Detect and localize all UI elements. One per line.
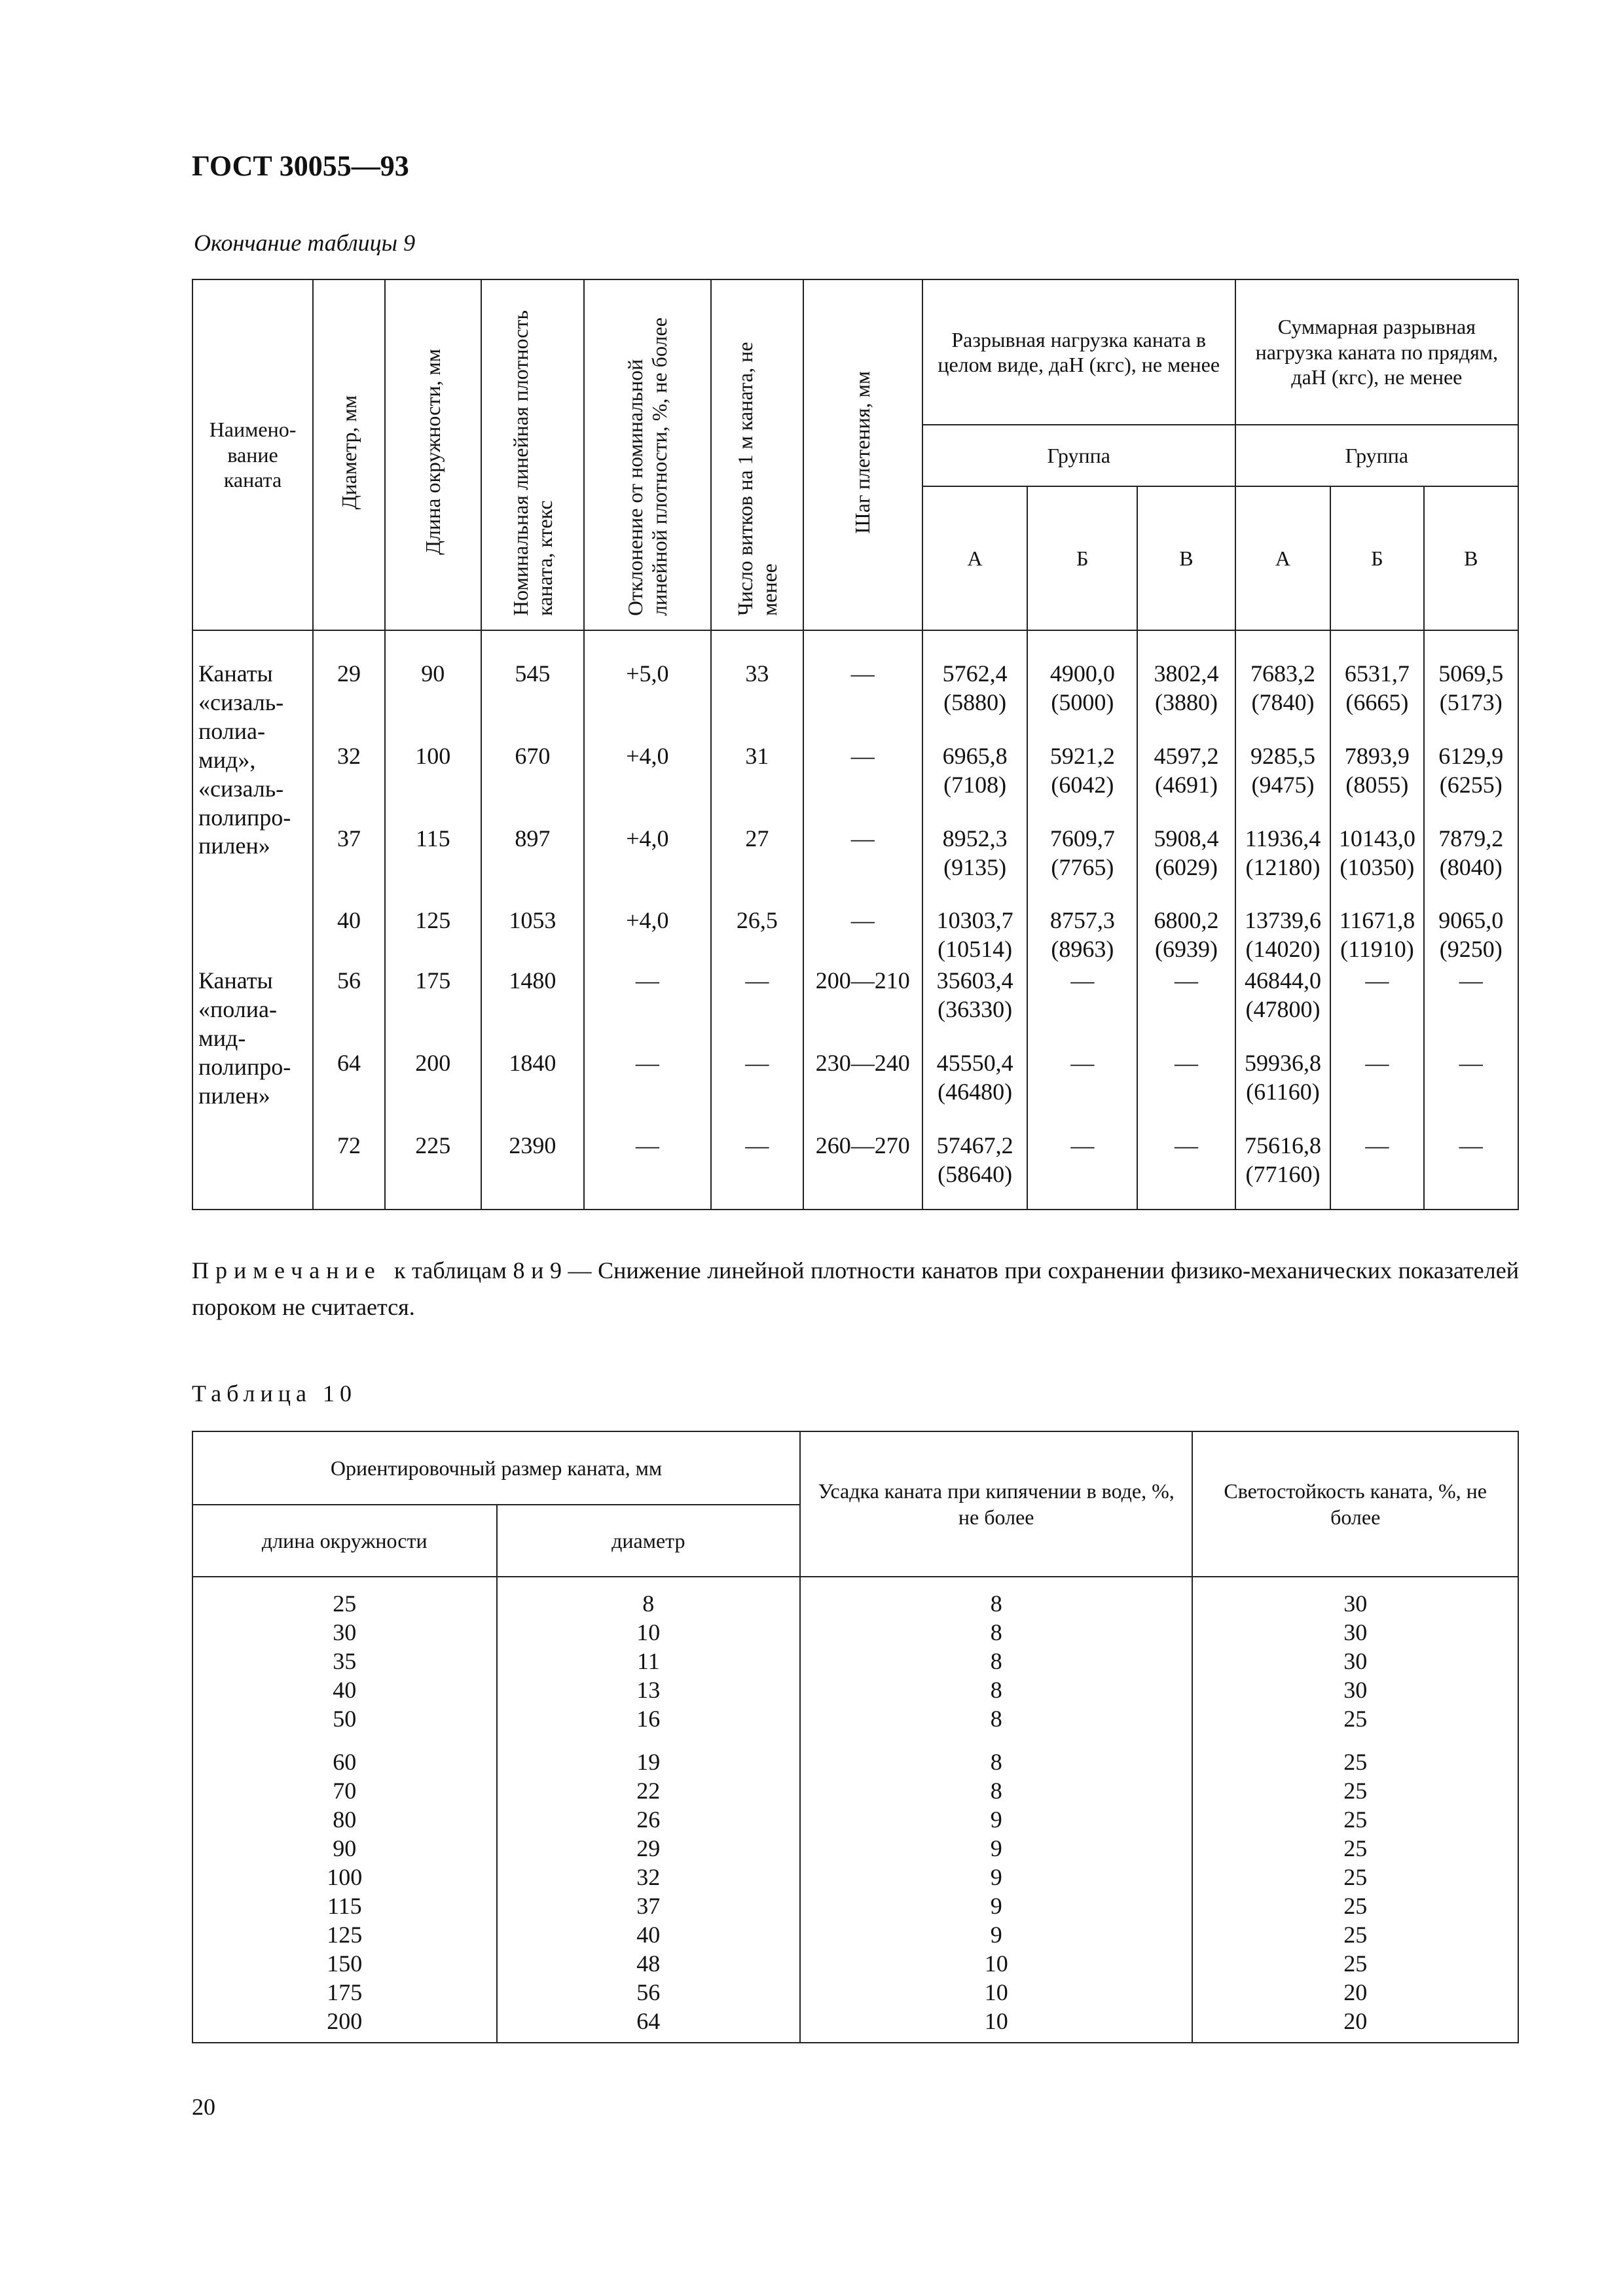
cell: 8 [800, 1676, 1192, 1704]
cell: 8 [800, 1647, 1192, 1676]
cell: 48 [497, 1949, 800, 1978]
cell: 200 [192, 2007, 497, 2043]
cell: 20 [1192, 2007, 1518, 2043]
cell: 6531,7 (6665) [1330, 630, 1423, 719]
cell: 25 [1192, 1704, 1518, 1733]
cell: 30 [1192, 1647, 1518, 1676]
cell: 35 [192, 1647, 497, 1676]
cell: 9065,0 (9250) [1424, 883, 1518, 965]
table-row [192, 1733, 1518, 1776]
cell: — [1330, 965, 1423, 1026]
cell: 72 [313, 1108, 385, 1210]
table-row [192, 1863, 1518, 1892]
header-lay-length: Шаг плетения, мм [803, 279, 922, 630]
note-label: Примечание [192, 1257, 382, 1283]
cell: 25 [1192, 1892, 1518, 1920]
cell: 5908,4 (6029) [1137, 801, 1235, 884]
header-rope-name: Наимено- вание каната [192, 279, 313, 630]
cell: 9285,5 (9475) [1235, 719, 1331, 801]
cell: 10 [800, 1978, 1192, 2007]
cell: 40 [497, 1920, 800, 1949]
page-number: 20 [192, 2094, 215, 2120]
cell: 80 [192, 1805, 497, 1834]
cell: 6129,9 (6255) [1424, 719, 1518, 801]
cell: — [1027, 965, 1137, 1026]
header-linear-density: Номинальная линейная плотность каната, ктекс [481, 279, 584, 630]
cell: 25 [1192, 1805, 1518, 1834]
header-shrinkage: Усадка каната при кипячении в воде, %, не более [800, 1431, 1192, 1577]
cell: 30 [192, 1618, 497, 1647]
cell: 8 [800, 1733, 1192, 1776]
header-approx-size: Ориентировочный размер каната, мм [192, 1431, 800, 1505]
cell: 8952,3 (9135) [922, 801, 1028, 884]
cell: — [1137, 1108, 1235, 1210]
cell: 29 [497, 1834, 800, 1863]
table-row [192, 1108, 1518, 1210]
cell: 230—240 [803, 1026, 922, 1108]
cell: 8 [800, 1776, 1192, 1805]
cell: +4,0 [584, 719, 711, 801]
cell: 25 [1192, 1949, 1518, 1978]
cell: 25 [1192, 1776, 1518, 1805]
cell: 32 [313, 719, 385, 801]
cell: 9 [800, 1834, 1192, 1863]
header-break-load-whole: Разрывная нагрузка каната в целом виде, даН (кгс), не менее [922, 279, 1235, 425]
cell: — [1137, 965, 1235, 1026]
cell: 75616,8 (77160) [1235, 1108, 1331, 1210]
cell: 27 [711, 801, 803, 884]
header-circumference: Длина окружности, мм [385, 279, 481, 630]
cell: 30 [1192, 1676, 1518, 1704]
cell: 8 [497, 1577, 800, 1618]
cell: +5,0 [584, 630, 711, 719]
cell: 25 [1192, 1834, 1518, 1863]
rope-name-polyamide: Канаты «полиа- мид- полипро- пилен» [192, 965, 313, 1209]
cell: 26,5 [711, 883, 803, 965]
cell: — [1424, 1108, 1518, 1210]
cell: 200 [385, 1026, 481, 1108]
cell: 30 [1192, 1618, 1518, 1647]
cell: 115 [192, 1892, 497, 1920]
cell: — [1424, 965, 1518, 1026]
cell: 897 [481, 801, 584, 884]
cell: 40 [313, 883, 385, 965]
cell: — [584, 1026, 711, 1108]
cell: 10303,7 (10514) [922, 883, 1028, 965]
cell: 59936,8 (61160) [1235, 1026, 1331, 1108]
cell: 100 [385, 719, 481, 801]
cell: 45550,4 (46480) [922, 1026, 1028, 1108]
cell: 8 [800, 1618, 1192, 1647]
cell: 125 [192, 1920, 497, 1949]
cell: 7609,7 (7765) [1027, 801, 1137, 884]
cell: 5921,2 (6042) [1027, 719, 1137, 801]
cell: 7879,2 (8040) [1424, 801, 1518, 884]
header-group-v: В [1424, 486, 1518, 630]
table-row [192, 1577, 1518, 1618]
cell: — [584, 965, 711, 1026]
cell: — [1424, 1026, 1518, 1108]
cell: — [711, 1108, 803, 1210]
table-note [192, 1253, 1519, 1326]
table-row [192, 630, 1518, 719]
table-row [192, 1776, 1518, 1805]
cell: 33 [711, 630, 803, 719]
cell: 4597,2 (4691) [1137, 719, 1235, 801]
table-row [192, 1834, 1518, 1863]
cell: 7893,9 (8055) [1330, 719, 1423, 801]
cell: 1053 [481, 883, 584, 965]
cell: 13739,6 (14020) [1235, 883, 1331, 965]
cell: 30 [1192, 1577, 1518, 1618]
cell: 50 [192, 1704, 497, 1733]
cell: 26 [497, 1805, 800, 1834]
cell: +4,0 [584, 801, 711, 884]
table-row [192, 1647, 1518, 1676]
cell: 29 [313, 630, 385, 719]
cell: 16 [497, 1704, 800, 1733]
cell: 9 [800, 1805, 1192, 1834]
table-row [192, 1704, 1518, 1733]
cell: 10 [800, 2007, 1192, 2043]
cell: 37 [313, 801, 385, 884]
cell: +4,0 [584, 883, 711, 965]
header-diameter: Диаметр, мм [313, 279, 385, 630]
cell: 11936,4 (12180) [1235, 801, 1331, 884]
header-group-a: А [922, 486, 1028, 630]
cell: — [1027, 1108, 1137, 1210]
cell: 3802,4 (3880) [1137, 630, 1235, 719]
cell: — [711, 965, 803, 1026]
cell: 35603,4 (36330) [922, 965, 1028, 1026]
cell: 6965,8 (7108) [922, 719, 1028, 801]
cell: — [584, 1108, 711, 1210]
table-row [192, 1676, 1518, 1704]
cell: 125 [385, 883, 481, 965]
cell: 32 [497, 1863, 800, 1892]
cell: 4900,0 (5000) [1027, 630, 1137, 719]
cell: 9 [800, 1920, 1192, 1949]
note-text: к таблицам 8 и 9 — Снижение линейной плотности канатов при сохранении физико-механических показателей пороком не считается. [192, 1257, 1519, 1320]
table-row [192, 2007, 1518, 2043]
header-group-b: Б [1330, 486, 1423, 630]
cell: — [711, 1026, 803, 1108]
table-row [192, 1978, 1518, 2007]
header-lightfastness: Светостойкость каната, %, не более [1192, 1431, 1518, 1577]
cell: 10143,0 (10350) [1330, 801, 1423, 884]
header-group-v: В [1137, 486, 1235, 630]
cell: 670 [481, 719, 584, 801]
cell: 22 [497, 1776, 800, 1805]
cell: 11671,8 (11910) [1330, 883, 1423, 965]
table9-caption: Окончание таблицы 9 [194, 230, 416, 256]
cell: — [1137, 1026, 1235, 1108]
cell: 175 [385, 965, 481, 1026]
table-row [192, 1920, 1518, 1949]
cell: 8757,3 (8963) [1027, 883, 1137, 965]
cell: — [803, 801, 922, 884]
cell: 70 [192, 1776, 497, 1805]
table-row [192, 883, 1518, 965]
table-10 [192, 1431, 1519, 2043]
cell: 25 [1192, 1863, 1518, 1892]
cell: — [1330, 1108, 1423, 1210]
cell: 60 [192, 1733, 497, 1776]
cell: 8 [800, 1704, 1192, 1733]
cell: 260—270 [803, 1108, 922, 1210]
header-deviation: Отклонение от номинальной линейной плотности, %, не более [584, 279, 711, 630]
cell: 8 [800, 1577, 1192, 1618]
cell: 150 [192, 1949, 497, 1978]
cell: 25 [192, 1577, 497, 1618]
cell: 19 [497, 1733, 800, 1776]
cell: 1480 [481, 965, 584, 1026]
cell: — [803, 719, 922, 801]
cell: 5762,4 (5880) [922, 630, 1028, 719]
cell: 10 [497, 1618, 800, 1647]
table-row [192, 1805, 1518, 1834]
cell: 64 [313, 1026, 385, 1108]
cell: 56 [497, 1978, 800, 2007]
header-group-a: А [1235, 486, 1331, 630]
cell: — [803, 883, 922, 965]
table-row [192, 801, 1518, 884]
table-row [192, 1026, 1518, 1108]
cell: 40 [192, 1676, 497, 1704]
table-9 [192, 279, 1519, 1210]
cell: — [1027, 1026, 1137, 1108]
table-row [192, 1892, 1518, 1920]
cell: 56 [313, 965, 385, 1026]
cell: 5069,5 (5173) [1424, 630, 1518, 719]
header-group-strands: Группа [1235, 425, 1518, 486]
cell: 46844,0 (47800) [1235, 965, 1331, 1026]
cell: 20 [1192, 1978, 1518, 2007]
table-row [192, 719, 1518, 801]
cell: 11 [497, 1647, 800, 1676]
cell: 2390 [481, 1108, 584, 1210]
rope-name-sisal: Канаты «сизаль- полиа- мид», «сизаль- полипро- пилен» [192, 630, 313, 883]
cell: 9 [800, 1863, 1192, 1892]
cell: 175 [192, 1978, 497, 2007]
cell: 545 [481, 630, 584, 719]
cell: 100 [192, 1863, 497, 1892]
cell: 57467,2 (58640) [922, 1108, 1028, 1210]
table10-caption: Таблица 10 [192, 1380, 357, 1407]
cell: 7683,2 (7840) [1235, 630, 1331, 719]
cell: 10 [800, 1949, 1192, 1978]
cell: 225 [385, 1108, 481, 1210]
table-row [192, 1618, 1518, 1647]
cell: 200—210 [803, 965, 922, 1026]
cell: 9 [800, 1892, 1192, 1920]
cell: 64 [497, 2007, 800, 2043]
cell: — [803, 630, 922, 719]
cell: 31 [711, 719, 803, 801]
cell: — [1330, 1026, 1423, 1108]
header-circumference: длина окружности [192, 1505, 497, 1577]
cell: 90 [385, 630, 481, 719]
cell: 90 [192, 1834, 497, 1863]
cell: 25 [1192, 1920, 1518, 1949]
cell [192, 883, 313, 965]
cell: 1840 [481, 1026, 584, 1108]
table-row [192, 1949, 1518, 1978]
cell: 115 [385, 801, 481, 884]
header-twists: Число витков на 1 м каната, не менее [711, 279, 803, 630]
cell: 25 [1192, 1733, 1518, 1776]
cell: 6800,2 (6939) [1137, 883, 1235, 965]
table10-body [192, 1577, 1518, 2043]
header-group-whole: Группа [922, 425, 1235, 486]
document-code: ГОСТ 30055—93 [192, 150, 409, 182]
header-group-b: Б [1027, 486, 1137, 630]
table-row [192, 965, 1518, 1026]
header-diameter: диаметр [497, 1505, 800, 1577]
header-break-load-strands: Суммарная разрывная нагрузка каната по прядям, даН (кгс), не менее [1235, 279, 1518, 425]
cell: 37 [497, 1892, 800, 1920]
cell: 13 [497, 1676, 800, 1704]
